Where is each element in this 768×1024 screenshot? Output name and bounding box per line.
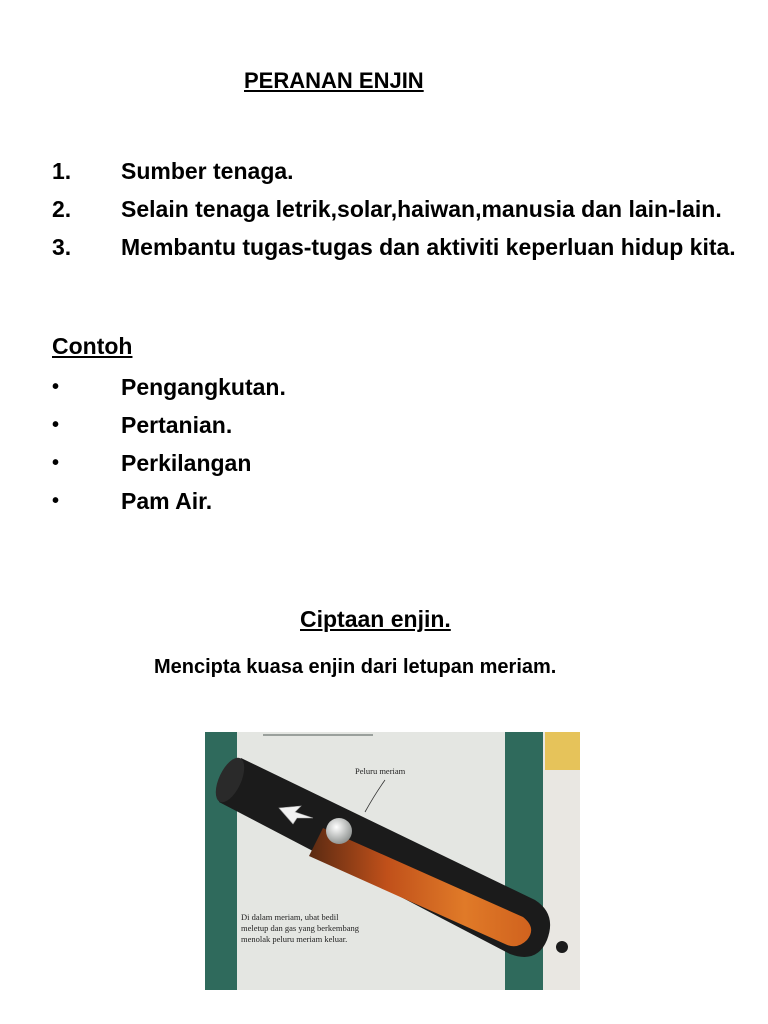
page-title: PERANAN ENJIN [244,68,424,93]
examples-heading: Contoh [52,333,133,359]
yellow-note [545,732,580,770]
bullet-icon: • [52,490,60,512]
invention-heading: Ciptaan enjin. [300,606,451,632]
list-item-text: Pertanian. [121,412,233,438]
bullet-icon: • [52,452,60,474]
list-item [52,372,286,403]
list-item-text: Perkilangan [121,450,252,476]
list-number: 1. [52,158,72,184]
list-item [52,486,286,517]
list-item [52,232,736,263]
list-item-text: Pam Air. [121,488,213,514]
roles-list [52,156,736,270]
list-number: 3. [52,234,72,260]
invention-caption: Mencipta kuasa enjin dari letupan meriam. [154,656,557,678]
list-item [52,448,286,479]
cannonball-icon [326,818,352,844]
examples-list [52,372,286,524]
list-number: 2. [52,196,72,222]
bullet-icon: • [52,376,60,398]
list-item-text: Pengangkutan. [121,374,286,400]
cannon-description: Di dalam meriam, ubat bedil meletup dan gas yang berkembang menolak peluru meriam keluar. [241,912,360,944]
cannon-photo [205,732,580,990]
cannonball-label: Peluru meriam [355,766,406,776]
list-item-text: Sumber tenaga. [121,158,294,184]
bullet-icon: • [52,414,60,436]
list-item-text: Membantu tugas-tugas dan aktiviti keperluan hidup kita. [121,234,736,260]
list-item [52,194,736,225]
list-item [52,156,736,187]
list-item [52,410,286,441]
list-item-text: Selain tenaga letrik,solar,haiwan,manusia dan lain-lain. [121,196,722,222]
